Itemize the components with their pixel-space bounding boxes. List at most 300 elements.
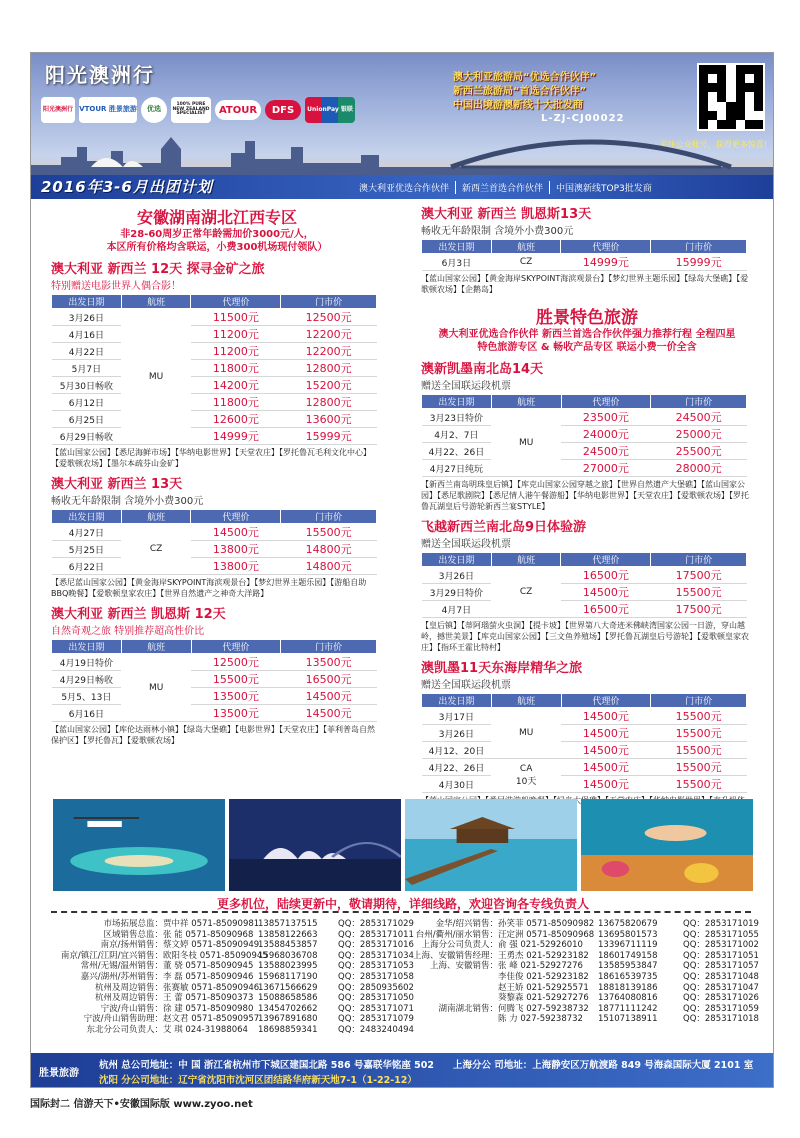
retail-price: 12500元: [281, 309, 377, 326]
contact-field: QQ：2853171057: [683, 961, 759, 972]
right-top-tour: [403, 203, 771, 295]
tour-days: 10天: [515, 777, 537, 787]
agent-price: 14500元: [561, 584, 651, 601]
table-row: [52, 705, 377, 722]
retail-price: 15500元: [651, 584, 747, 601]
brand-title: 阳光澳洲行: [45, 63, 155, 87]
agency-honor: 澳大利亚旅游局“优选合作伙伴”: [453, 72, 597, 83]
retail-price: 15500元: [651, 742, 747, 759]
table-row: [52, 326, 377, 343]
dfs-logo: DFS: [265, 100, 301, 120]
qr-module: [699, 111, 708, 120]
contact-row: [43, 930, 763, 941]
table-row: [52, 411, 377, 428]
airline-code: [491, 759, 561, 793]
table-header: [422, 240, 747, 254]
retail-price: 12800元: [281, 394, 377, 411]
retail-price: 16500元: [281, 671, 377, 688]
contact-field: QQ：2853171050: [338, 993, 414, 1004]
departure-date: 5月25日: [52, 541, 122, 558]
contact-field: 18771111242: [598, 1003, 658, 1014]
partner-tags: [359, 181, 658, 194]
retail-price: 13500元: [281, 654, 377, 671]
qr-module: [745, 111, 754, 120]
contact-row: [43, 983, 763, 994]
contact-field: 张 峰 021-52927276: [498, 961, 583, 972]
agent-price: 12500元: [191, 654, 281, 671]
feature-note: 澳大利亚优选合作伙伴 新西兰首选合作伙伴强力推荐行程 全程四星: [438, 329, 736, 340]
qr-module: [726, 102, 735, 111]
qr-module: [745, 74, 754, 83]
attractions: 【皇后镇】【蒂阿瑙萤火虫洞】【提卡坡】【世界第八大奇迹米佛峡湾国家公园一日游，穿山越岭，撼世美景】【库克山国家公园】【三文鱼养殖场】【罗托鲁瓦湖皇后号游轮】【爱歌顿皇家农庄】【指环王霍比特村】: [421, 621, 749, 652]
contact-field: 杭州及周边销售：: [94, 993, 163, 1004]
tour-block: [403, 516, 771, 653]
price-table: [421, 239, 747, 271]
contact-field: 13857137515: [258, 919, 318, 929]
table-row: [422, 725, 747, 742]
column-header: 出发日期: [422, 395, 492, 409]
snorkel-photo: [581, 799, 753, 891]
retail-price: 17500元: [651, 601, 747, 618]
contact-field: 蔡文婷 0571-85090949: [163, 940, 260, 951]
region-note: 非28-60周岁正常年龄需加价3000元/人，: [120, 229, 314, 240]
contact-row: [43, 961, 763, 972]
retail-price: 25500元: [651, 443, 747, 460]
contact-field: 南京/扬州销售：: [100, 940, 163, 951]
contact-field: [398, 1014, 498, 1025]
contact-field: 金华/绍兴销售：: [435, 919, 498, 929]
column-header: 代理价: [561, 240, 651, 254]
table-row: [422, 426, 747, 443]
contact-field: 俞 强 021-52926010: [498, 940, 583, 951]
contact-field: 13454702662: [258, 1003, 318, 1014]
contact-field: QQ：2853171051: [683, 950, 759, 961]
contact-field: 15968036708: [258, 950, 318, 961]
agent-price: 14500元: [561, 742, 651, 759]
qr-module: [745, 83, 754, 92]
pier-photo: [405, 799, 577, 891]
contact-field: 陈 力 027-59238732: [498, 1014, 583, 1025]
qr-module: [699, 92, 708, 101]
contact-field: QQ：2853171053: [338, 961, 414, 972]
contact-field: 13671566629: [258, 982, 318, 993]
partner-tag: 新西兰首选合作伙伴: [462, 181, 550, 194]
tour-subtitle: 赠送全国联运段机票: [421, 680, 511, 691]
more-info-text: 更多机位，陆续更新中，敬请期待，详细线路，欢迎咨询各专线负责人: [216, 897, 589, 911]
departure-date: 3月26日: [52, 309, 122, 326]
column-header: 航班: [491, 553, 561, 567]
partner-tag: 澳大利亚优选合作伙伴: [359, 181, 456, 194]
retail-price: 15200元: [281, 377, 377, 394]
contact-row: [43, 919, 763, 930]
contact-field: 18698859341: [258, 1024, 318, 1035]
table-row: [422, 567, 747, 584]
airline-code: CZ: [121, 524, 191, 575]
qr-module: [708, 92, 717, 101]
shanghai-address: 上海分公 司地址：上海静安区万航渡路 849 号海森国际大厦 2101 室: [453, 1060, 754, 1071]
table-header: [422, 553, 747, 567]
table-row: [52, 428, 377, 445]
agent-price: 14500元: [191, 524, 281, 541]
agent-price: 13800元: [191, 541, 281, 558]
qr-module: [699, 65, 708, 74]
premier-seal-logo: 优选: [141, 97, 167, 123]
qr-module: [708, 111, 717, 120]
qr-code-icon[interactable]: [697, 63, 765, 131]
plan-title: 2016年3-6月出团计划: [41, 178, 213, 196]
qr-module: [754, 65, 763, 74]
agent-price: 11200元: [191, 326, 281, 343]
contact-list: [43, 919, 763, 1036]
address-footer: [31, 1053, 774, 1088]
contact-row: [43, 993, 763, 1004]
qr-module: [717, 74, 726, 83]
table-header: [52, 640, 377, 654]
table-row: [52, 671, 377, 688]
qr-module: [717, 111, 726, 120]
contact-field: QQ：2853171016: [338, 940, 414, 951]
contact-field: QQ：2853171048: [683, 971, 759, 982]
contact-field: 赵王娇 021-52925571: [498, 982, 589, 993]
flyer: [30, 52, 774, 1088]
contact-field: 杭州及周边销售：: [94, 982, 163, 993]
contact-field: 13588453857: [258, 940, 318, 951]
contact-field: 18601749158: [598, 950, 658, 961]
contact-row: [43, 940, 763, 951]
contact-field: 上海分公司负责人：: [421, 940, 498, 951]
retail-price: 25000元: [651, 426, 747, 443]
qr-module: [699, 83, 708, 92]
column-header: 门市价: [281, 640, 377, 654]
table-row: [422, 254, 747, 271]
tour-title: 澳新凯墨南北岛14天: [421, 362, 544, 377]
column-header: 航班: [121, 640, 191, 654]
contact-field: 南京/镇江/江阴/宜兴销售：: [60, 950, 163, 961]
column-header: 航班: [121, 510, 191, 524]
column-header: 代理价: [561, 553, 651, 567]
qr-module: [736, 83, 745, 92]
column-header: 门市价: [651, 395, 747, 409]
column-header: 出发日期: [422, 553, 492, 567]
feature-heading: 胜景特色旅游: [536, 308, 638, 328]
agency-honor: 新西兰旅游局“首选合作伙伴”: [453, 86, 587, 97]
departure-date: 4月22、26日: [422, 759, 492, 776]
contact-field: 上海、安徽销售经理：: [412, 950, 498, 961]
contact-field: 18616539735: [598, 971, 658, 982]
qr-module: [717, 92, 726, 101]
qr-module: [745, 102, 754, 111]
contact-field: 市场拓展总监：: [103, 919, 163, 929]
departure-date: 6月16日: [52, 705, 122, 722]
retail-price: 17500元: [651, 567, 747, 584]
airline-code-2: CA: [519, 764, 533, 774]
left-column: [33, 199, 401, 746]
contact-field: QQ：2483240494: [338, 1024, 414, 1035]
column-header: 出发日期: [52, 640, 122, 654]
column-header: 航班: [491, 240, 561, 254]
contact-field: QQ：2853171059: [683, 1003, 759, 1014]
airline-code: CZ: [491, 254, 561, 271]
airline-code: MU: [491, 409, 561, 477]
column-header: 门市价: [281, 510, 377, 524]
table-row: [422, 443, 747, 460]
qr-module: [736, 111, 745, 120]
departure-date: 4月27日纯玩: [422, 460, 492, 477]
region-note: 本区所有价格均含联运，小费300机场现付领队）: [106, 242, 328, 253]
contact-field: 王 蕾 0571-85090373: [163, 993, 254, 1004]
contact-field: 何腾飞 027-59238732: [498, 1003, 589, 1014]
column-header: 代理价: [561, 395, 651, 409]
table-row: [52, 541, 377, 558]
tour-block: [33, 603, 401, 746]
table-row: [52, 524, 377, 541]
partner-logos: [41, 97, 355, 123]
table-row: [422, 708, 747, 725]
qr-module: [708, 102, 717, 111]
table-row: [422, 742, 747, 759]
agent-price: 11800元: [191, 360, 281, 377]
contact-field: QQ：2853171055: [683, 929, 759, 940]
qr-module: [726, 92, 735, 101]
tour-subtitle: 畅收无年龄限制 含境外小费300元: [421, 226, 574, 237]
agent-price: 12600元: [191, 411, 281, 428]
departure-date: 6月12日: [52, 394, 122, 411]
tour-title: 飞越新西兰南北岛9日体验游: [421, 520, 587, 535]
attractions: 【蓝山国家公园】【悉尼海鲜市场】【华纳电影世界】【天堂农庄】【罗托鲁瓦毛利文化中心】【爱歌顿农场】【墨尔本疏芬山金矿】: [51, 448, 371, 468]
qr-module: [699, 74, 708, 83]
retail-price: 14800元: [281, 558, 377, 575]
price-table: [421, 693, 747, 793]
contact-field: 18818139186: [598, 982, 658, 993]
tour-title: 澳大利亚 新西兰 13天: [51, 477, 183, 492]
price-table: [51, 509, 377, 575]
contact-field: 13858122663: [258, 929, 318, 940]
contact-field: 东北分公司负责人：: [86, 1024, 163, 1035]
departure-date: 6月29日畅收: [52, 428, 122, 445]
departure-date: 3月26日: [422, 725, 492, 742]
contact-field: 13396711119: [598, 940, 658, 951]
tour-subtitle: 畅收无年龄限制 含境外小费300元: [51, 496, 204, 507]
retail-price: 12200元: [281, 326, 377, 343]
contact-field: 15968117190: [258, 971, 318, 982]
column-header: 航班: [491, 694, 561, 708]
qr-module: [708, 74, 717, 83]
agent-price: 14500元: [561, 776, 651, 793]
contact-field: 15107138911: [598, 1014, 658, 1025]
table-row: [52, 688, 377, 705]
contact-field: QQ：2853171019: [683, 919, 759, 929]
tour-subtitle: 赠送全国联运段机票: [421, 381, 511, 392]
qr-module: [745, 92, 754, 101]
contact-field: 贾中祥 0571-85090981: [163, 919, 260, 929]
partner-tag: 中国澳新线TOP3批发商: [556, 184, 652, 194]
departure-date: 4月27日: [52, 524, 122, 541]
qr-module: [736, 74, 745, 83]
table-header: [52, 510, 377, 524]
departure-date: 3月23日特价: [422, 409, 492, 426]
departure-date: 6月22日: [52, 558, 122, 575]
table-row: [422, 776, 747, 793]
contact-field: 葵黎森 021-52927276: [498, 993, 589, 1004]
contact-field: [398, 972, 498, 983]
retail-price: 15500元: [651, 725, 747, 742]
contact-field: 上海、安徽销售：: [429, 961, 498, 972]
contact-field: QQ：2853171011: [338, 929, 414, 940]
contact-field: 13764080816: [598, 993, 658, 1004]
table-row: [422, 601, 747, 618]
tour-title: 澳凯墨11天东海岸精华之旅: [421, 661, 583, 676]
column-header: 航班: [491, 395, 561, 409]
agent-price: 13800元: [191, 558, 281, 575]
agent-price: 14500元: [561, 759, 651, 776]
contact-field: 湖南湖北销售：: [438, 1003, 498, 1014]
qr-module: [708, 83, 717, 92]
table-row: [52, 394, 377, 411]
agent-price: 24500元: [561, 443, 651, 460]
qr-module: [754, 92, 763, 101]
contact-row: [43, 951, 763, 962]
tour-block: [403, 657, 771, 817]
departure-date: 6月25日: [52, 411, 122, 428]
qr-module: [726, 65, 735, 74]
vtour-logo: VTOUR 胜景旅游: [79, 97, 137, 123]
qr-module: [726, 83, 735, 92]
contact-row: [43, 1004, 763, 1015]
contact-field: 13967891680: [258, 1014, 318, 1025]
right-column: [403, 199, 771, 817]
shenyang-address: 沈阳 分公司地址：辽宁省沈阳市沈河区团结路华府新天地7-1（1-22-12）: [99, 1075, 417, 1086]
qr-module: [726, 111, 735, 120]
agent-price: 24000元: [561, 426, 651, 443]
contact-field: 汪定洲 0571-85090968: [498, 929, 595, 940]
column-header: 出发日期: [52, 295, 122, 309]
feature-note: 特色旅游专区 & 畅收产品专区 联运小费一价全含: [477, 342, 697, 353]
column-header: 门市价: [651, 240, 747, 254]
departure-date: 4月7日: [422, 601, 492, 618]
retail-price: 15500元: [651, 759, 747, 776]
agent-price: 16500元: [561, 567, 651, 584]
attractions: 【蓝山国家公园】【库伦达雨林小镇】【绿岛大堡礁】【电影世界】【天堂农庄】【菲利普岛自然保护区】【罗托鲁瓦】【爱歌顿农场】: [51, 725, 375, 745]
contact-field: 13695801573: [598, 929, 658, 940]
column-header: 门市价: [281, 295, 377, 309]
departure-date: 5月7日: [52, 360, 122, 377]
agent-price: 16500元: [561, 601, 651, 618]
contact-field: 赵文君 0571-85090957: [163, 1014, 260, 1025]
column-header: 门市价: [651, 694, 747, 708]
tour-subtitle: 赠送全国联运段机票: [421, 539, 511, 550]
contact-field: 欧阳冬枝 0571-85090945: [163, 950, 268, 961]
contact-field: 宁波/舟山销售助理：: [83, 1014, 163, 1025]
agent-price: 11200元: [191, 343, 281, 360]
table-row: [52, 309, 377, 326]
region-heading: 安徽湖南湖北江西专区: [136, 208, 297, 227]
retail-price: 13600元: [281, 411, 377, 428]
price-table: [51, 294, 377, 445]
attractions: 【悉尼蓝山国家公园】【黄金海岸SKYPOINT海滨观景台】【梦幻世界主题乐园】【游船自助BBQ晚餐】【爱歌顿皇家农庄】【世界自然遗产之神奇大洋路】: [51, 578, 367, 598]
tour-title: 澳大利亚 新西兰 12天 探寻金矿之旅: [51, 262, 265, 277]
contact-field: QQ：2853171018: [683, 1014, 759, 1025]
table-row: [422, 409, 747, 426]
table-header: [422, 694, 747, 708]
license-number: L-ZJ-CJ00022: [541, 113, 625, 124]
contact-field: 董 骁 0571-85090945: [163, 961, 254, 972]
retail-price: 12200元: [281, 343, 377, 360]
departure-date: 4月30日: [422, 776, 492, 793]
tour-block: [33, 473, 401, 599]
agent-price: 14999元: [561, 254, 651, 271]
photo-strip: [53, 799, 753, 891]
retail-price: 14500元: [281, 688, 377, 705]
helicopter-reef-photo: [53, 799, 225, 891]
contact-field: 常州/无锡/温州销售：: [80, 961, 163, 972]
contact-field: 宁波/舟山销售：: [100, 1003, 163, 1014]
agent-price: 13500元: [191, 688, 281, 705]
contact-field: 张 能 0571-85090968: [163, 929, 254, 940]
atour-logo: ATOUR: [215, 100, 261, 120]
agent-price: 15500元: [191, 671, 281, 688]
divider: [51, 911, 751, 913]
sunshine-logo: 阳光澳洲行: [41, 97, 75, 123]
airline-code: CZ: [491, 567, 561, 618]
price-table: [421, 394, 747, 477]
departure-date: 3月26日: [422, 567, 492, 584]
contact-field: QQ：2853171071: [338, 1003, 414, 1014]
airline-code: MU: [121, 654, 191, 722]
departure-date: 3月29日特价: [422, 584, 492, 601]
contact-field: QQ：2853171002: [683, 940, 759, 951]
agent-price: 27000元: [561, 460, 651, 477]
table-header: [422, 395, 747, 409]
contact-field: QQ：2853171034: [338, 950, 414, 961]
agent-price: 23500元: [561, 409, 651, 426]
tour-title: 澳大利亚 新西兰 凯恩斯 12天: [51, 607, 226, 622]
table-row: [422, 584, 747, 601]
qr-module: [717, 83, 726, 92]
retail-price: 14500元: [281, 705, 377, 722]
tour-subtitle: 特别赠送电影世界人偶合影！: [51, 281, 181, 292]
contact-field: QQ：2853171079: [338, 1014, 414, 1025]
column-header: 门市价: [651, 553, 747, 567]
contact-field: [398, 983, 498, 994]
agency-honor: 中国出境游澳新线十大批发商: [453, 100, 583, 111]
column-header: 出发日期: [52, 510, 122, 524]
column-header: 航班: [121, 295, 191, 309]
qr-module: [745, 65, 754, 74]
contact-field: 台州/衢州/丽水销售：: [415, 929, 498, 940]
departure-date: 5月30日畅收: [52, 377, 122, 394]
contact-field: 李 磊 0571-85090946: [163, 971, 254, 982]
agent-price: 14500元: [561, 725, 651, 742]
qr-module: [754, 111, 763, 120]
contact-field: QQ：2853171026: [683, 993, 759, 1004]
contact-field: 张赛敏 0571-85090946: [163, 982, 260, 993]
agent-price: 13500元: [191, 705, 281, 722]
contact-field: 艾 琪 024-31988064: [163, 1024, 248, 1035]
retail-price: 15999元: [281, 428, 377, 445]
column-header: 出发日期: [422, 694, 492, 708]
tour-title: 澳大利亚 新西兰 凯恩斯13天: [421, 207, 592, 222]
retail-price: 14800元: [281, 541, 377, 558]
table-row: [52, 360, 377, 377]
retail-price: 24500元: [651, 409, 747, 426]
contact-field: [398, 993, 498, 1004]
header-banner: [31, 53, 774, 199]
contact-row: [43, 972, 763, 983]
qr-module: [754, 74, 763, 83]
agent-price: 14500元: [561, 708, 651, 725]
attractions: 【新西兰南岛明珠皇后镇】【库克山国家公园穿越之旅】【世界自然遗产大堡礁】【蓝山国家公园】【悉尼歌剧院】【悉尼情人港午餐游船】【华纳电影世界】【天堂农庄】【爱歌顿农场】【罗托鲁瓦湖皇后号游轮新西兰宴STYLE】: [421, 480, 749, 511]
retail-price: 28000元: [651, 460, 747, 477]
